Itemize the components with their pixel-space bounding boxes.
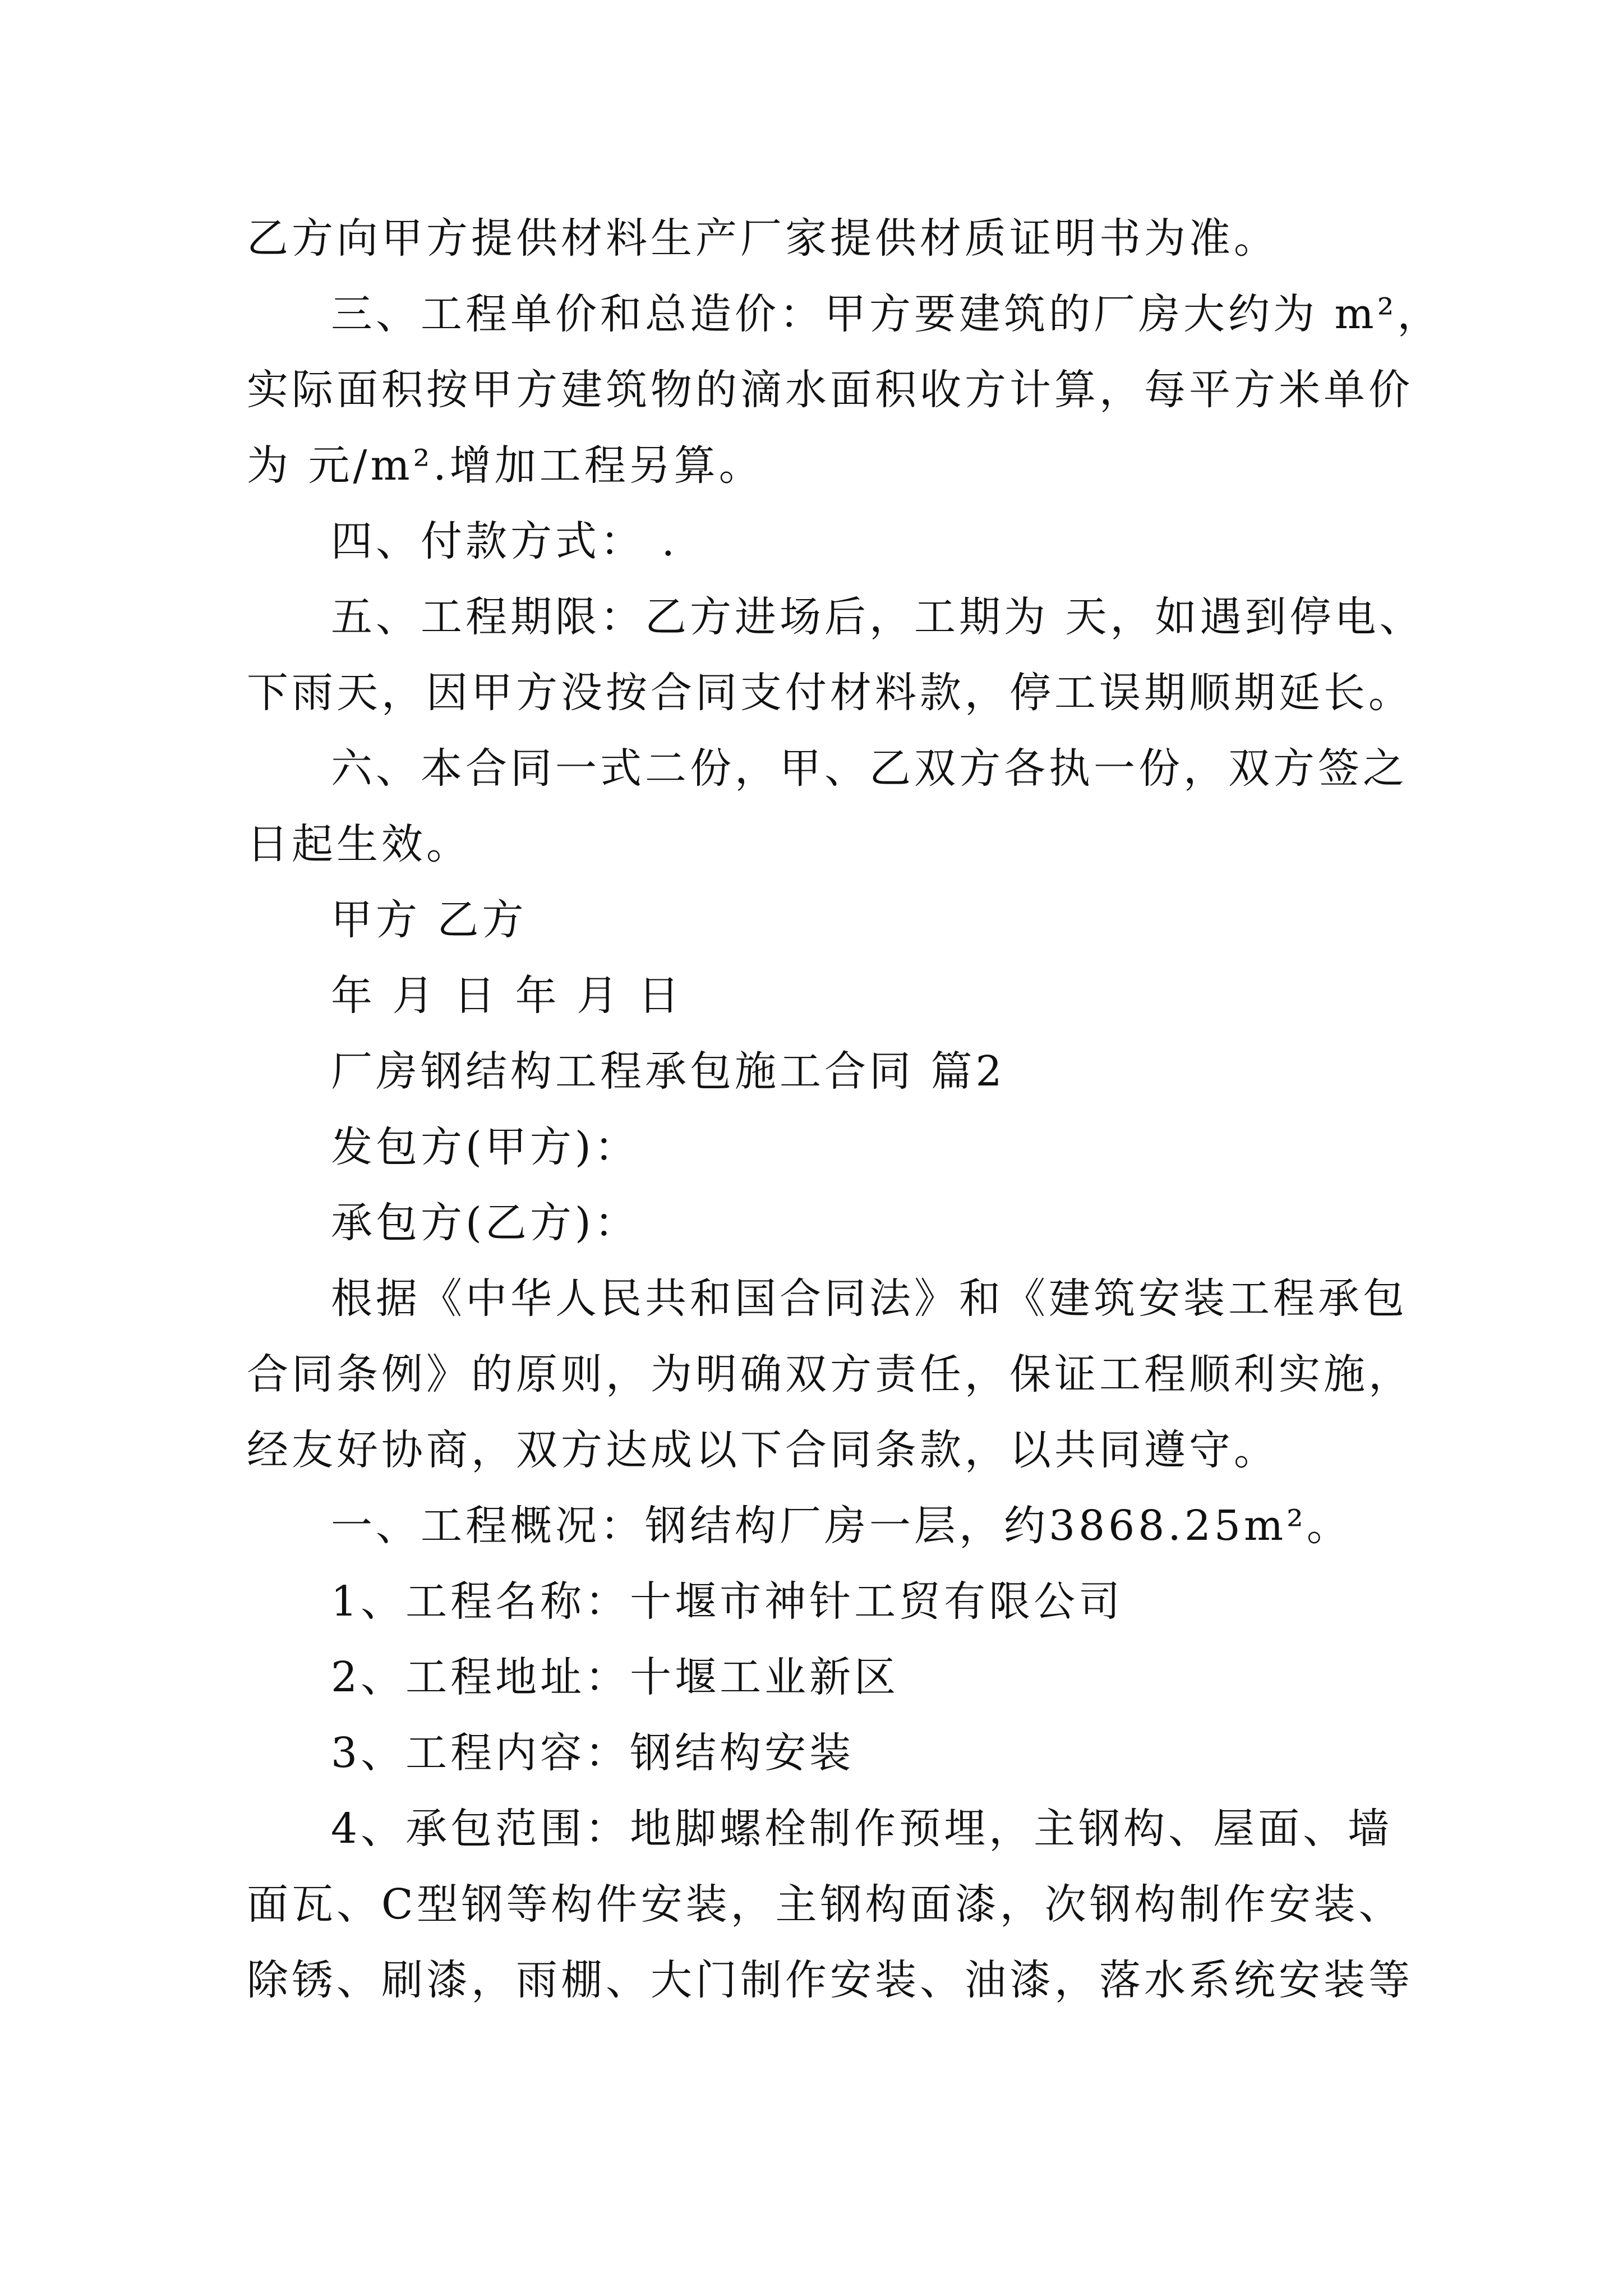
text-line: 合同条例》的原则，为明确双方责任，保证工程顺利实施， <box>247 1350 1413 1398</box>
text-line: 六、本合同一式二份，甲、乙双方各执一份，双方签之 <box>331 744 1408 793</box>
text-line: 3、工程内容：钢结构安装 <box>331 1729 855 1777</box>
text-line: 承包方(乙方)： <box>331 1199 639 1247</box>
text-line: 1、工程名称：十堰市神针工贸有限公司 <box>331 1577 1124 1626</box>
text-line: 发包方(甲方)： <box>331 1123 639 1171</box>
section-heading: 厂房钢结构工程承包施工合同 篇2 <box>331 1047 1006 1096</box>
text-line: 除锈、刷漆，雨棚、大门制作安装、油漆，落水系统安装等 <box>247 1956 1413 2004</box>
text-line: 下雨天，因甲方没按合同支付材料款，停工误期顺期延长。 <box>247 669 1413 717</box>
text-line: 四、付款方式： . <box>331 517 679 565</box>
text-line: 为 元/m².增加工程另算。 <box>247 441 764 490</box>
text-line: 4、承包范围：地脚螺栓制作预埋，主钢构、屋面、墙 <box>331 1805 1393 1853</box>
text-line: 日起生效。 <box>247 820 471 868</box>
text-line: 年 月 日 年 月 日 <box>331 972 683 1020</box>
text-line: 三、工程单价和总造价：甲方要建筑的厂房大约为 m²， <box>331 290 1442 338</box>
text-line: 甲方 乙方 <box>331 896 527 944</box>
text-line: 一、工程概况：钢结构厂房一层，约3868.25m²。 <box>331 1502 1352 1550</box>
text-line: 乙方向甲方提供材料生产厂家提供材质证明书为准。 <box>247 214 1279 263</box>
text-line: 2、工程地址：十堰工业新区 <box>331 1653 900 1701</box>
text-line: 五、工程期限：乙方进场后，工期为 天，如遇到停电、 <box>331 593 1424 641</box>
text-line: 实际面积按甲方建筑物的滴水面积收方计算，每平方米单价 <box>247 366 1413 414</box>
text-line: 面瓦、C型钢等构件安装，主钢构面漆，次钢构制作安装、 <box>247 1880 1404 1929</box>
text-line: 根据《中华人民共和国合同法》和《建筑安装工程承包 <box>331 1274 1408 1323</box>
text-line: 经友好协商，双方达成以下合同条款，以共同遵守。 <box>247 1426 1279 1474</box>
